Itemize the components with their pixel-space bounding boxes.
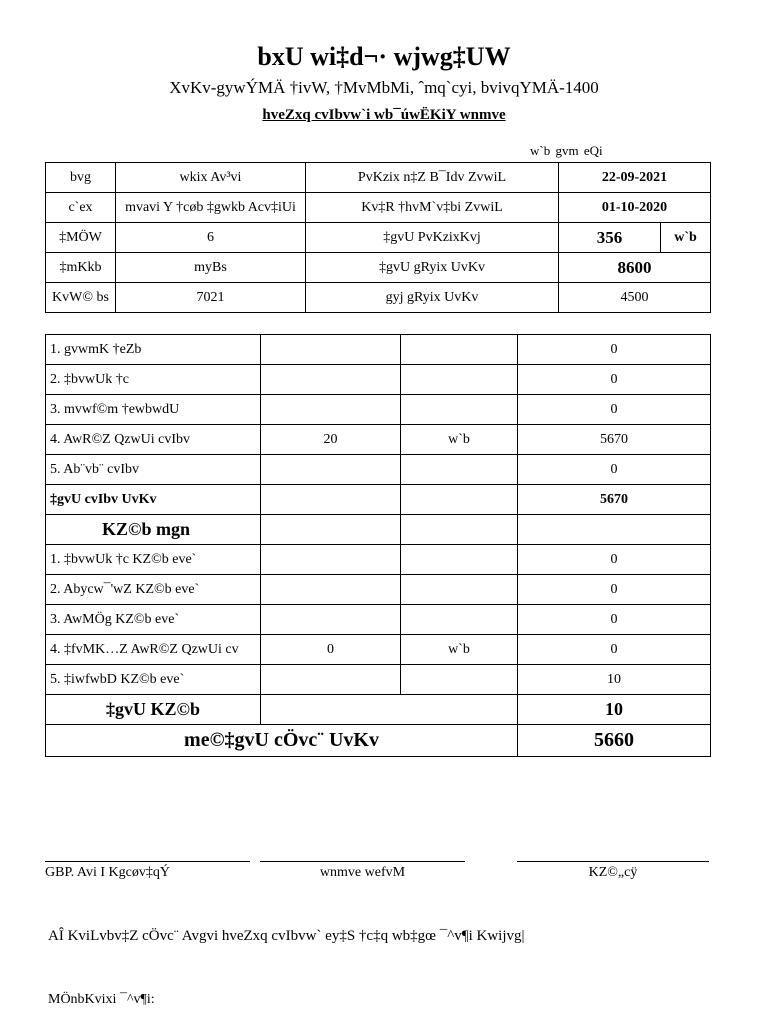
payment-label: 1. gvwmK †eZb	[46, 335, 261, 365]
signature-hr: GBP. Avi I Kgcøv‡qÝ	[45, 865, 170, 880]
signature-line	[517, 861, 709, 862]
info-value: 6	[116, 223, 306, 253]
deduction-amount: 10	[518, 665, 711, 695]
total-deduction-label: ‡gvU KZ©b	[46, 695, 261, 725]
service-days: 356	[559, 223, 661, 253]
table-row	[46, 725, 711, 757]
deduction-unit	[401, 665, 518, 695]
grand-total-amount: 5660	[518, 725, 711, 757]
table-row	[46, 605, 711, 635]
info-label: ‡MÖW	[46, 223, 116, 253]
total-wage: 8600	[559, 253, 711, 283]
acknowledgement-note: AÎ KviLvbv‡Z cÖvc¨ Avgvi hveZxq cvIbvw` ey‡S †c‡q wb‡gœ ¯^v¶i Kwijvg|	[48, 928, 525, 944]
signature-accounts: wnmve wefvM	[319, 865, 406, 880]
payment-amount: 0	[518, 395, 711, 425]
info-value: myBs	[116, 253, 306, 283]
deduction-amount: 0	[518, 605, 711, 635]
document-heading: hveZxq cvIbvw`i wb¯úwËKiY wnmve	[262, 107, 506, 123]
signature-authority: KZ©„cÿ	[588, 865, 638, 880]
payment-qty: 20	[261, 425, 401, 455]
date-labels: w`b gvm eQi	[530, 143, 603, 158]
info-label: c`ex	[46, 193, 116, 223]
table-row	[46, 163, 711, 193]
table-row	[46, 395, 711, 425]
payment-label: 4. AwR©Z QzwUi cvIbv	[46, 425, 261, 455]
payment-amount: 5670	[518, 425, 711, 455]
deduction-unit	[401, 575, 518, 605]
info-label: PvKzix n‡Z B¯Idv ZvwiL	[306, 163, 559, 193]
info-value: 7021	[116, 283, 306, 313]
table-row	[46, 223, 711, 253]
deduction-unit	[401, 605, 518, 635]
total-deduction-amount: 10	[518, 695, 711, 725]
company-title: bxU wi‡d¬· wjwg‡UW	[257, 42, 511, 71]
deduction-unit: w`b	[401, 635, 518, 665]
grand-total-label: me©‡gvU cÖvc¨ UvKv	[46, 725, 518, 757]
payment-qty	[261, 365, 401, 395]
deduction-label: 1. ‡bvwUk †c KZ©b eve`	[46, 545, 261, 575]
payment-label: 5. Ab¨vb¨ cvIbv	[46, 455, 261, 485]
payment-unit	[401, 335, 518, 365]
payment-amount: 0	[518, 365, 711, 395]
employee-info-table	[45, 162, 711, 313]
table-row	[46, 425, 711, 455]
payment-unit	[401, 455, 518, 485]
total-payable-label: ‡gvU cvIbv UvKv	[46, 485, 261, 515]
table-row	[46, 545, 711, 575]
table-row	[46, 193, 711, 223]
deduction-heading: KZ©b mgn	[46, 515, 261, 545]
table-row	[46, 335, 711, 365]
payment-label: 3. mvwf©m †ewbwdU	[46, 395, 261, 425]
info-label: gyj gRyix UvKv	[306, 283, 559, 313]
deduction-unit	[401, 545, 518, 575]
table-row	[46, 253, 711, 283]
deduction-qty	[261, 575, 401, 605]
deduction-qty	[261, 545, 401, 575]
table-row	[46, 575, 711, 605]
deduction-qty	[261, 605, 401, 635]
signature-line	[260, 861, 465, 862]
info-label: ‡gvU PvKzixKvj	[306, 223, 559, 253]
payment-amount: 0	[518, 455, 711, 485]
days-unit: w`b	[661, 223, 711, 253]
table-row	[46, 515, 711, 545]
info-label: ‡mKkb	[46, 253, 116, 283]
company-address: XvKv-gywÝMÄ †ivW, †MvMbMi, ˆmq`cyi, bvivqYMÄ-1400	[169, 78, 599, 97]
receiver-signature-label: MÖnbKvixi ¯^v¶i:	[48, 992, 155, 1007]
payment-unit	[401, 395, 518, 425]
payment-label: 2. ‡bvwUk †c	[46, 365, 261, 395]
deduction-label: 2. Abycw¯'wZ KZ©b eve`	[46, 575, 261, 605]
info-label: Kv‡R †hvM`v‡bi ZvwiL	[306, 193, 559, 223]
info-value: wkix Av³vi	[116, 163, 306, 193]
deduction-label: 3. AwMÖg KZ©b eve`	[46, 605, 261, 635]
signature-line	[45, 861, 250, 862]
settlement-table	[45, 334, 711, 757]
payment-qty	[261, 455, 401, 485]
info-label: KvW© bs	[46, 283, 116, 313]
table-row	[46, 665, 711, 695]
payment-qty	[261, 335, 401, 365]
payment-unit	[401, 365, 518, 395]
basic-wage: 4500	[559, 283, 711, 313]
payment-amount: 0	[518, 335, 711, 365]
payment-qty	[261, 395, 401, 425]
info-label: bvg	[46, 163, 116, 193]
deduction-label: 4. ‡fvMK…Z AwR©Z QzwUi cv	[46, 635, 261, 665]
joining-date: 01-10-2020	[559, 193, 711, 223]
table-row	[46, 485, 711, 515]
total-payable-amount: 5670	[518, 485, 711, 515]
table-row	[46, 365, 711, 395]
info-value: mvavi Y †cøb ‡gwkb Acv‡iUi	[116, 193, 306, 223]
info-label: ‡gvU gRyix UvKv	[306, 253, 559, 283]
deduction-amount: 0	[518, 575, 711, 605]
table-row	[46, 455, 711, 485]
table-row	[46, 695, 711, 725]
deduction-amount: 0	[518, 635, 711, 665]
deduction-label: 5. ‡iwfwbD KZ©b eve`	[46, 665, 261, 695]
resign-date: 22-09-2021	[559, 163, 711, 193]
payment-unit: w`b	[401, 425, 518, 455]
table-row	[46, 283, 711, 313]
deduction-qty: 0	[261, 635, 401, 665]
deduction-qty	[261, 665, 401, 695]
deduction-amount: 0	[518, 545, 711, 575]
table-row	[46, 635, 711, 665]
